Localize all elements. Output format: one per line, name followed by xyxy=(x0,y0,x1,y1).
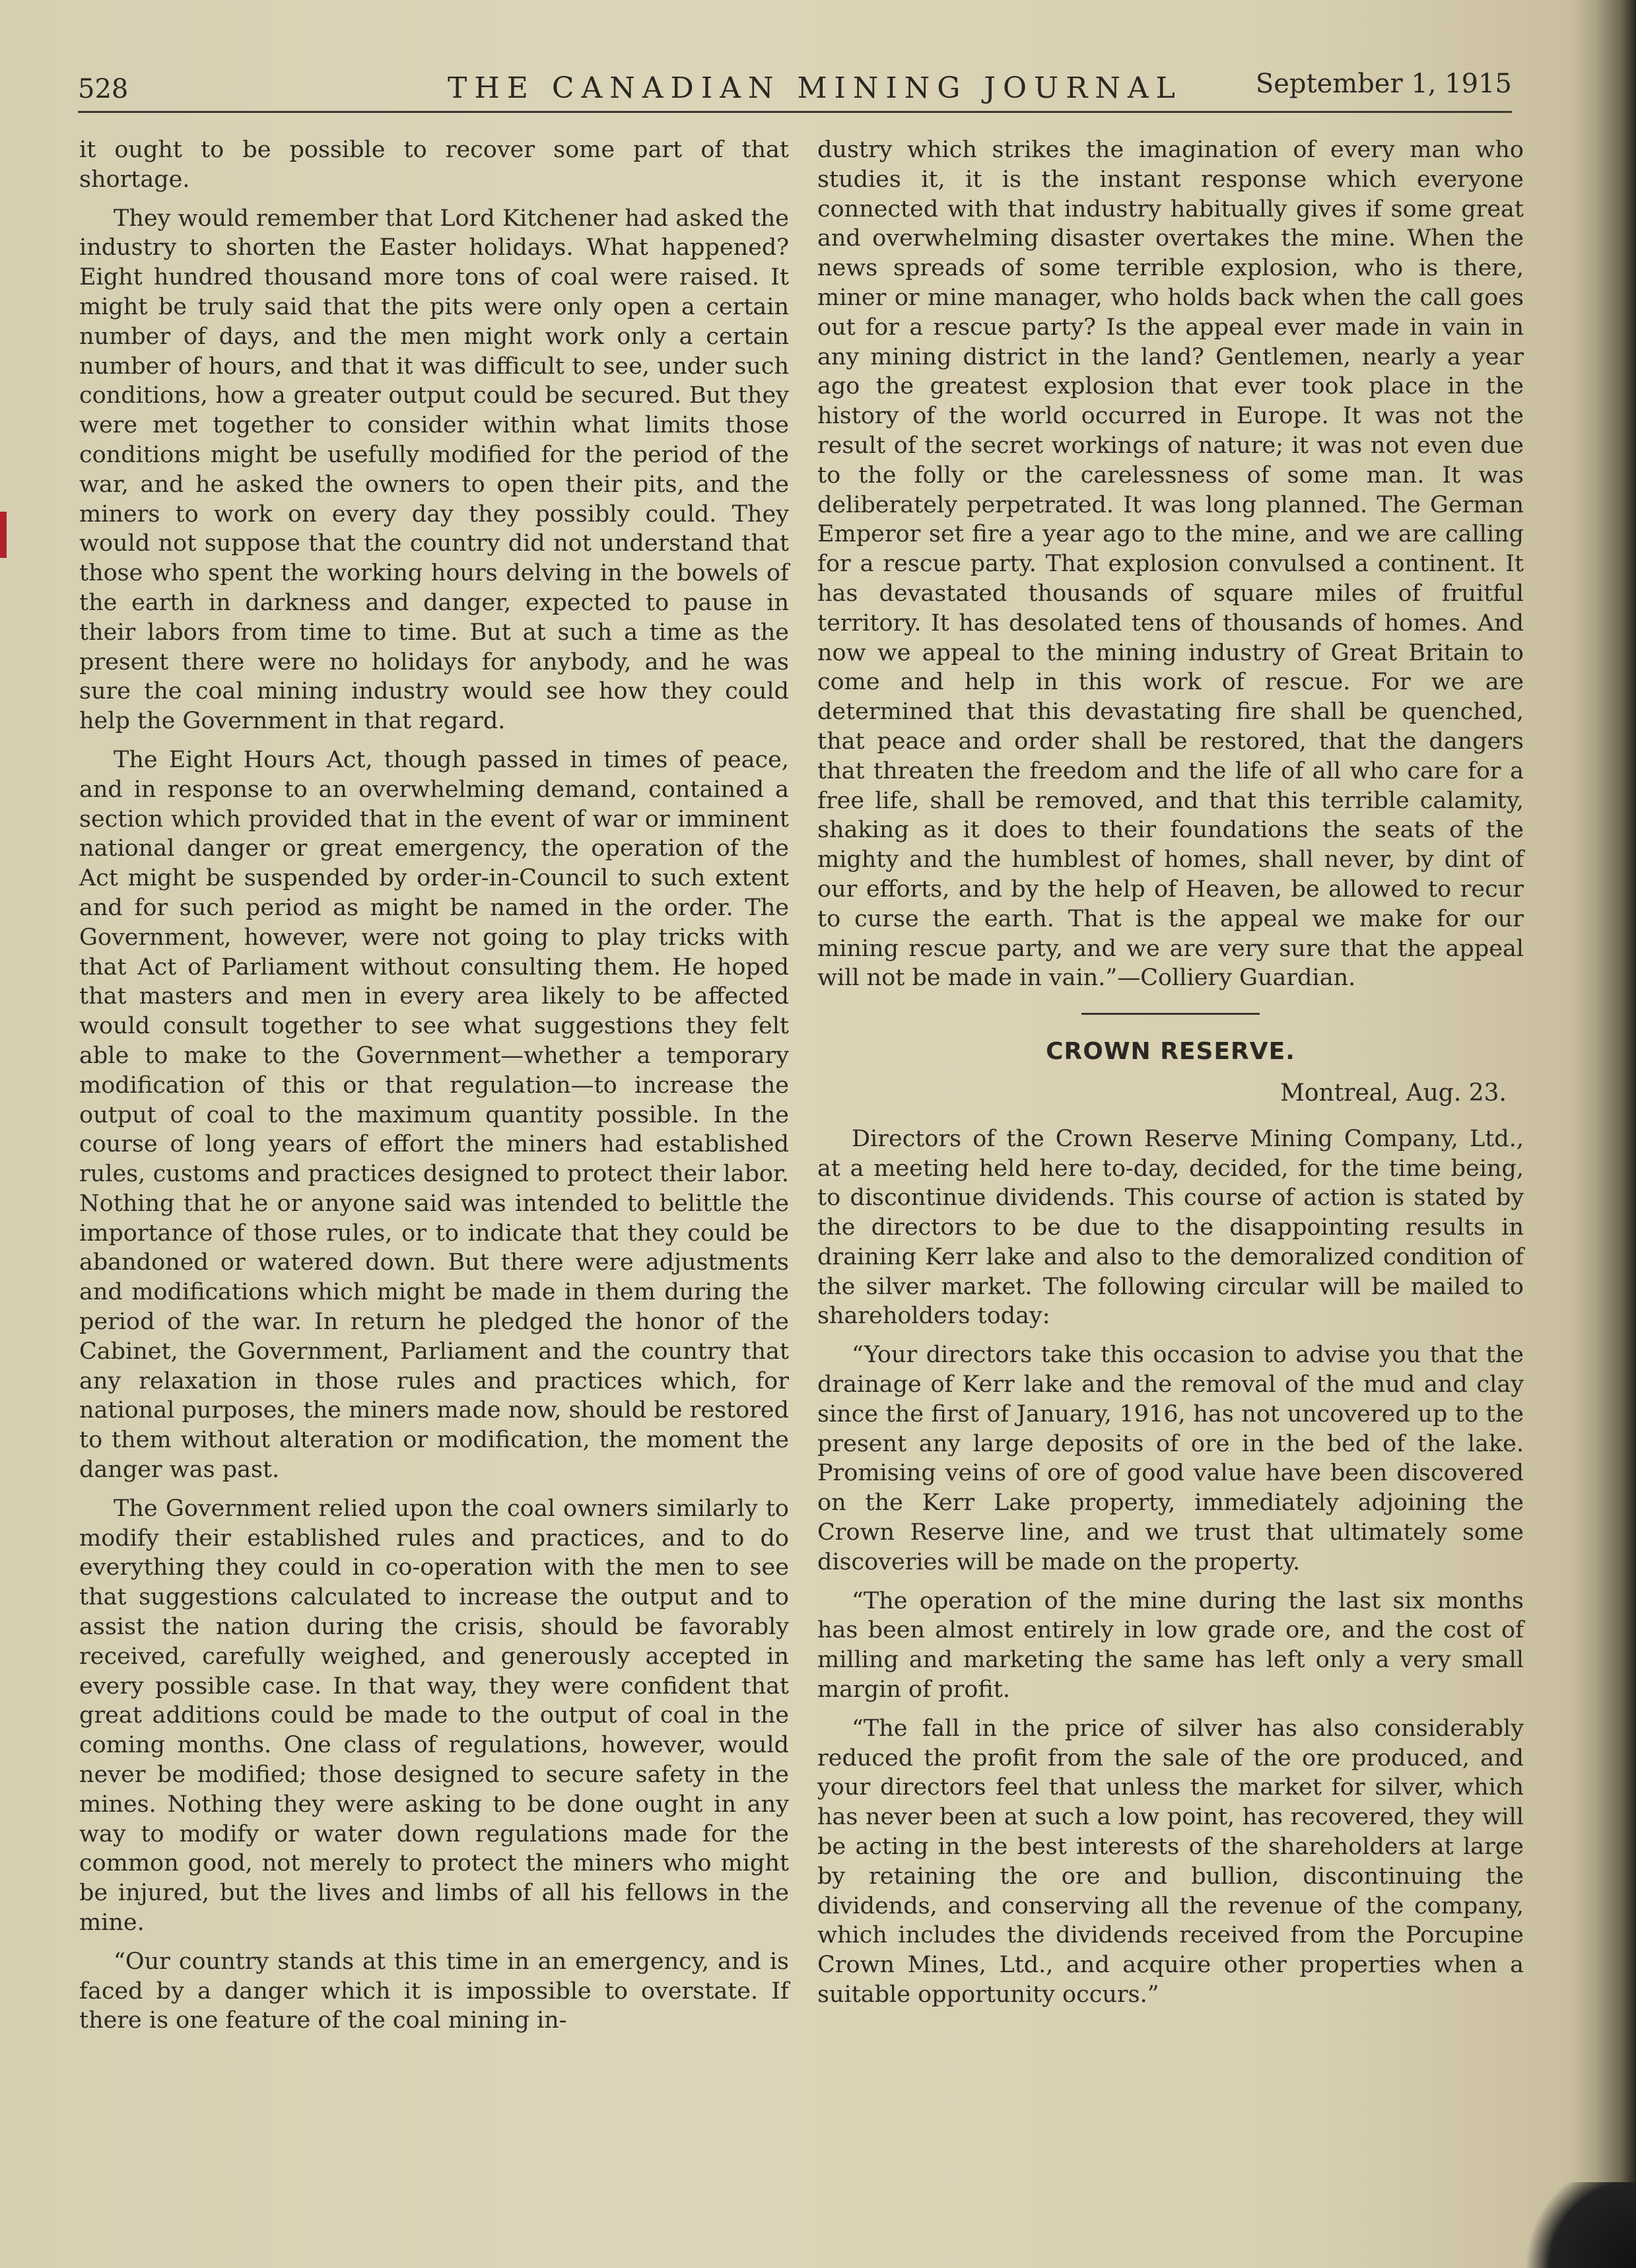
paragraph: “Your directors take this occasion to advise you that the drainage of Kerr lake and the removal of the mud and clay since the first of January, 1916, has not uncovered up to the present any large deposits of ore in the bed of the lake. Promising veins of ore of good value have been discovered on the Kerr Lake property, immediately adjoining the Crown Reserve line, and we trust that ultimately some discoveries will be made on the property. xyxy=(817,1342,1524,1575)
dateline: Montreal, Aug. 23. xyxy=(1280,1079,1507,1107)
paragraph: it ought to be possible to recover some part of that shortage. xyxy=(79,137,789,193)
right-column xyxy=(817,135,1524,2019)
paragraph: The Government relied upon the coal owners similarly to modify their established rules and practices, and to do everything they could in co-operation with the men to see that suggestions calculated to increase the output and to assist the nation during the crisis, should be favorably received, carefully weighed, and generously accepted in every possible case. In that way, they were confident that great additions could be made to the output of coal in the coming months. One class of regulations, however, would never be modified; those designed to secure safety in the mines. Nothing they were asking to be done ought in any way to modify or water down regulations made for the common good, not merely to protect the miners who might be injured, but the lives and limbs of all his fellows in the mine. xyxy=(79,1495,789,1937)
page-corner-shadow xyxy=(1504,2182,1636,2268)
section-title: CROWN RESERVE. xyxy=(1046,1038,1295,1066)
paragraph: “The operation of the mine during the last six months has been almost entirely in low grade ore, and the cost of milling and marketing the same has left only a very small margin of profit. xyxy=(817,1587,1524,1703)
binding-shadow xyxy=(1596,0,1636,2268)
page-number: 528 xyxy=(78,74,129,104)
paragraph: Directors of the Crown Reserve Mining Company, Ltd., at a meeting held here to-day, decided, for the time being, to discontinue dividends. This course of action is stated by the directors to be due to the disappointing results in draining Kerr lake and also to the demoralized condition of the silver market. The following circular will be mailed to shareholders today: xyxy=(817,1125,1524,1330)
paragraph: The Eight Hours Act, though passed in times of peace, and in response to an overwhelming demand, contained a section which provided that in the event of war or imminent national danger or great emergency, the operation of the Act might be suspended by order-in-Council to such extent and for such period as might be named in the order. The Government, however, were not going to play tricks with that Act of Parliament without consulting them. He hoped that masters and men in every area likely to be affected would consult together to see what suggestions they felt able to make to the Government—whether a temporary modification of this or that regulation—to increase the output of coal to the maximum quantity possible. In the course of long years of effort the miners had established rules, customs and practices designed to protect their labor. Nothing that he or anyone said was intended to belittle the importance of those rules, or to indicate that they could be abandoned or watered down. But there were adjustments and modifications which might be made in them during the period of the war. In return he pledged the honor of the Cabinet, the Government, Parliament and the country that any relaxation in those rules and practices which, for national purposes, the miners made now, should be restored to them without alteration or modification, the moment the danger was past. xyxy=(79,746,789,1484)
paragraph: “The fall in the price of silver has also considerably reduced the profit from the sale of the ore produced, and your directors feel that unless the market for silver, which has never been at such a low point, has recovered, they will be acting in the best interests of the shareholders at large by retaining the ore and bullion, discontinuing the dividends, and conserving all the revenue of the company, which includes the dividends received from the Porcupine Crown Mines, Ltd., and acquire other properties when a suitable opportunity occurs.” xyxy=(817,1715,1524,2009)
margin-mark xyxy=(0,512,7,558)
journal-title: THE CANADIAN MINING JOURNAL xyxy=(448,71,1182,105)
left-column xyxy=(79,135,789,2045)
issue-date: September 1, 1915 xyxy=(1255,69,1512,99)
paragraph: dustry which strikes the imagination of every man who studies it, it is the instant response which everyone connected with that industry habitually gives if some great and overwhelming disaster overtakes the mine. When the news spreads of some terrible explosion, who is there, miner or mine manager, who holds back when the call goes out for a rescue party? Is the appeal ever made in vain in any mining district in the land? Gentlemen, nearly a year ago the greatest explosion that ever took place in the history of the world occurred in Europe. It was not the result of the secret workings of nature; it was not even due to the folly or the carelessness of some man. It was deliberately perpetrated. It was long planned. The German Emperor set fire a year ago to the mine, and we are calling for a rescue party. That explosion convulsed a continent. It has devastated thousands of square miles of fruitful territory. It has desolated tens of thousands of homes. And now we appeal to the mining industry of Great Britain to come and help in this work of rescue. For we are determined that this devastating fire shall be quenched, that peace and order shall be restored, that the dangers that threaten the freedom and the life of all who care for a free life, shall be removed, and that this terrible calamity, shaking as it does to their foundations the seats of the mighty and the humblest of homes, shall never, by dint of our efforts, and by the help of Heaven, be allowed to recur to curse the earth. That is the appeal we make for our mining rescue party, and we are very sure that the appeal will not be made in vain.”—Colliery Guardian. xyxy=(817,137,1524,992)
section-divider xyxy=(1081,1013,1260,1015)
paragraph: “Our country stands at this time in an emergency, and is faced by a danger which it is impossible to overstate. If there is one feature of the coal mining in- xyxy=(79,1948,789,2034)
page-header xyxy=(78,65,1512,113)
paragraph: They would remember that Lord Kitchener had asked the industry to shorten the Easter holidays. What happened? Eight hundred thousand more tons of coal were raised. It might be truly said that the pits were only open a certain number of days, and the men might work only a certain number of hours, and that it was difficult to see, under such conditions, how a greater output could be secured. But they were met together to consider within what limits those conditions might be usefully modified for the period of the war, and he asked the owners to open their pits, and the miners to work on every day they possibly could. They would not suppose that the country did not understand that those who spent the working hours delving in the bowels of the earth in darkness and danger, expected to pause in their labors from time to time. But at such a time as the present there were no holidays for anybody, and he was sure the coal mining industry would see how they could help the Government in that regard. xyxy=(79,205,789,735)
